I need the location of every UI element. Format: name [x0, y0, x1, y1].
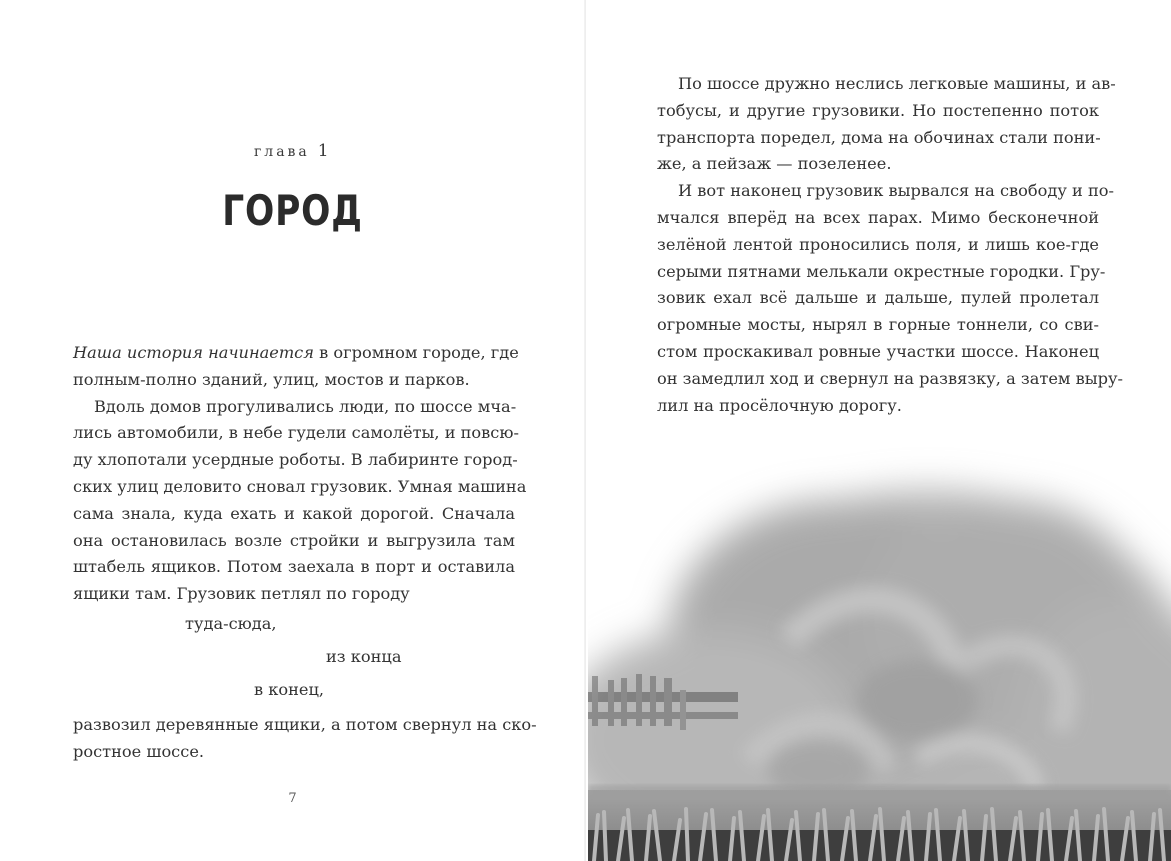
text-line: зелёной лентой проносились поля, и лишь кое-где [657, 234, 1099, 254]
text-line: ростное шоссе. [73, 741, 205, 761]
text-line: стом проскакивал ровные участки шоссе. Наконец [657, 341, 1099, 361]
text-line: сама знала, куда ехать и какой дорогой. Сначала [73, 503, 515, 523]
staircase-line-3: в конец, [254, 680, 325, 699]
italic-lead: Наша история начинается [73, 343, 314, 362]
paragraph-traffic [657, 71, 1116, 178]
text-line: ду хлопотали усердные роботы. В лабиринте город- [73, 450, 518, 470]
text-line: По шоссе дружно неслись легковые машины, и ав- [678, 74, 1116, 93]
dust-cloud-image [588, 440, 1171, 861]
text-line: транспорта поредел, дома на обочинах стали пони- [657, 127, 1101, 147]
text-line: лил на просёлочную дорогу. [657, 395, 902, 415]
staircase-line-1: туда-сюда, [185, 614, 277, 633]
text-line: ящики там. Грузовик петлял по городу [73, 584, 410, 604]
text-line: зовик ехал всё дальше и дальше, пулей пролетал [657, 288, 1099, 308]
paragraph-highway [73, 712, 537, 766]
left-page-body [73, 340, 527, 608]
text-line: огромные мосты, нырял в горные тоннели, со сви- [657, 315, 1099, 335]
chapter-label [0, 141, 585, 161]
chapter-number: 1 [317, 141, 332, 161]
text-line: серыми пятнами мелькали окрестные городки. Гру- [657, 261, 1106, 281]
paragraph-countryside [657, 178, 1123, 419]
text-line: ских улиц деловито сновал грузовик. Умная машина [73, 476, 527, 496]
staircase-line-2: из конца [326, 647, 402, 666]
page-number: 7 [288, 791, 297, 806]
right-page-body [657, 71, 1123, 419]
text-line: штабель ящиков. Потом заехала в порт и оставила [73, 557, 515, 577]
dust-cloud-illustration [588, 440, 1171, 861]
text-line: в огромном городе, где [313, 343, 519, 362]
text-line: она остановилась возле стройки и выгрузила там [73, 530, 515, 550]
text-line: он замедлил ход и свернул на развязку, а затем выру- [657, 368, 1123, 388]
chapter-title: ГОРОД [222, 186, 363, 235]
chapter-label-prefix: глава [253, 144, 310, 160]
text-line: тобусы, и другие грузовики. Но постепенно поток [657, 100, 1099, 120]
paragraph-intro [73, 340, 519, 394]
text-line: же, а пейзаж — позеленее. [657, 154, 892, 174]
text-line: лись автомобили, в небе гудели самолёты, и повсю- [73, 423, 519, 443]
text-line: полным-полно зданий, улиц, мостов и парков. [73, 369, 470, 389]
paragraph-city [73, 394, 527, 608]
text-line: Вдоль домов прогуливались люди, по шоссе мча- [94, 396, 517, 416]
text-line: И вот наконец грузовик вырвался на свободу и по- [678, 181, 1114, 201]
text-line: развозил деревянные ящики, а потом свернул на ско- [73, 715, 537, 734]
text-line: мчался вперёд на всех парах. Мимо бесконечной [657, 207, 1099, 227]
left-page [0, 0, 585, 861]
